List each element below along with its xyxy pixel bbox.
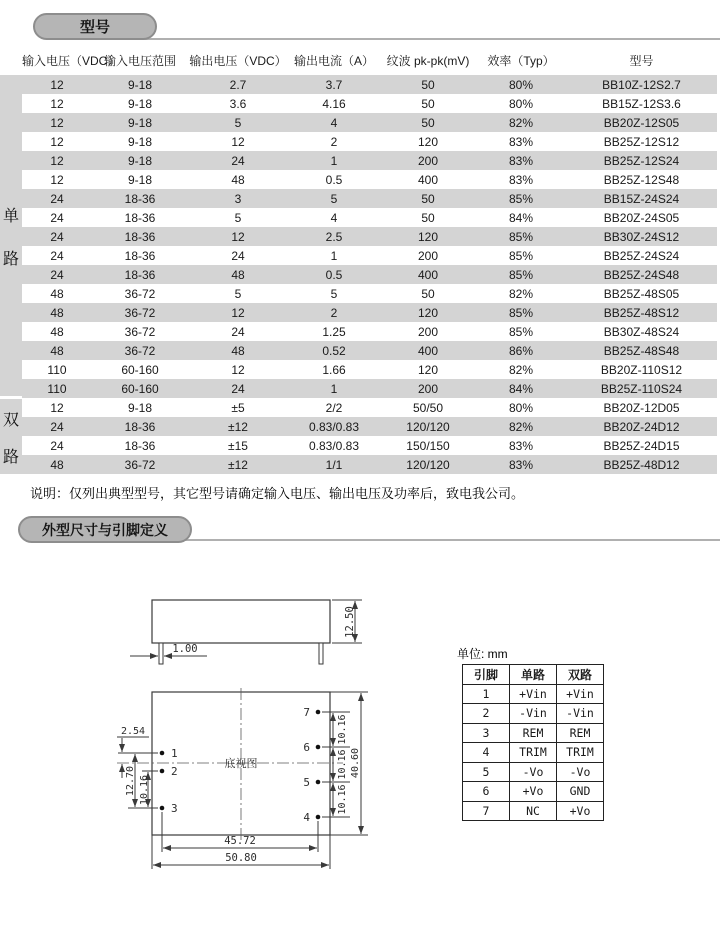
- group-label-dual-channel: [0, 399, 22, 474]
- model-cell: 50: [421, 115, 435, 130]
- model-row-BB20Z-12S05: [22, 113, 717, 132]
- model-cell: BB15Z-12S3.6: [602, 96, 681, 111]
- model-row-BB20Z-110S12: [22, 360, 717, 379]
- model-row-BB25Z-48S48: [22, 341, 717, 360]
- model-row-BB25Z-48D12: [22, 455, 717, 474]
- model-cell: BB25Z-48D12: [603, 457, 680, 472]
- model-cell: 110: [47, 381, 67, 396]
- model-cell: BB25Z-48S12: [603, 305, 680, 320]
- model-cell: 50: [421, 96, 435, 111]
- model-cell: BB20Z-12D05: [603, 400, 680, 415]
- model-cell: 84%: [508, 381, 534, 396]
- model-cell: 24: [231, 381, 245, 396]
- model-cell: 120/120: [406, 457, 450, 472]
- pin-table-cell: -Vo: [510, 762, 557, 782]
- model-cell: ±12: [228, 457, 248, 472]
- model-row-BB25Z-110S24: [22, 379, 717, 398]
- model-cell: 24: [50, 210, 64, 225]
- models-column-header: 输入电压（VDC）: [22, 53, 120, 68]
- model-cell: 1: [330, 381, 338, 396]
- pin-table-row: [463, 801, 604, 821]
- dim-pin-offset: 2.54: [120, 726, 146, 737]
- dim-pin-row-width: 45.72: [224, 835, 256, 847]
- model-cell: 12: [50, 172, 64, 187]
- model-cell: 18-36: [124, 438, 156, 453]
- models-column-header: 输出电压（VDC）: [189, 53, 287, 68]
- model-cell: BB25Z-12S24: [603, 153, 680, 168]
- model-cell: ±15: [228, 438, 248, 453]
- model-cell: 24: [50, 191, 64, 206]
- dim-pin-pitch: 10.16: [337, 714, 348, 745]
- model-cell: 400: [417, 343, 439, 358]
- model-cell: BB20Z-24D12: [603, 419, 680, 434]
- models-column-header: 输出电流（A）: [293, 53, 374, 68]
- model-cell: 50/50: [412, 400, 444, 415]
- section-badge-models: 型号: [33, 13, 157, 40]
- pin-table-cell: +Vin: [557, 684, 604, 704]
- svg-text:3: 3: [171, 802, 178, 815]
- pin-table-cell: REM: [510, 723, 557, 743]
- model-cell: 48: [50, 457, 64, 472]
- model-cell: 36-72: [124, 305, 156, 320]
- model-cell: 200: [417, 248, 439, 263]
- model-cell: 85%: [508, 305, 534, 320]
- model-cell: 0.52: [322, 343, 346, 358]
- model-cell: 48: [50, 343, 64, 358]
- model-cell: 83%: [508, 153, 534, 168]
- model-cell: 9-18: [127, 172, 153, 187]
- model-cell: 200: [417, 324, 439, 339]
- model-row-BB25Z-12S12: [22, 132, 717, 151]
- pin-table-row: [463, 743, 604, 763]
- model-cell: 18-36: [124, 229, 156, 244]
- model-cell: BB25Z-24S48: [603, 267, 680, 282]
- model-cell: 85%: [508, 267, 534, 282]
- svg-text:4: 4: [303, 811, 310, 824]
- model-cell: 85%: [508, 248, 534, 263]
- pin-table-cell: TRIM: [510, 743, 557, 763]
- section-badge-outline: 外型尺寸与引脚定义: [18, 516, 192, 543]
- model-cell: 4: [330, 115, 338, 130]
- model-row-BB15Z-12S3.6: [22, 94, 717, 113]
- model-cell: 12: [231, 134, 245, 149]
- pin-table-cell: 6: [463, 782, 510, 802]
- model-cell: 24: [50, 267, 64, 282]
- model-cell: 18-36: [124, 210, 156, 225]
- model-cell: 80%: [508, 400, 534, 415]
- pin-table-cell: 2: [463, 704, 510, 724]
- models-column-header: 输入电压范围: [103, 53, 176, 68]
- model-row-BB15Z-24S24: [22, 189, 717, 208]
- model-cell: 4.16: [322, 96, 346, 111]
- pin-table-cell: 4: [463, 743, 510, 763]
- side-view-drawing: [110, 588, 370, 678]
- group-label-char: 单: [2, 207, 19, 225]
- pin-table-cell: NC: [510, 801, 557, 821]
- model-cell: 1.66: [322, 362, 346, 377]
- pin-table-column-header: 双路: [557, 665, 604, 685]
- dim-left-pin-span: 12.70: [125, 765, 136, 797]
- model-cell: 48: [50, 286, 64, 301]
- model-cell: 12: [50, 400, 64, 415]
- model-row-BB25Z-24D15: [22, 436, 717, 455]
- model-row-BB20Z-24S05: [22, 208, 717, 227]
- model-cell: BB25Z-24S24: [603, 248, 680, 263]
- model-cell: 5: [330, 191, 338, 206]
- model-cell: 36-72: [124, 324, 156, 339]
- model-cell: 60-160: [121, 362, 159, 377]
- pin-table-cell: 1: [463, 684, 510, 704]
- pin-table-cell: 7: [463, 801, 510, 821]
- model-cell: 84%: [508, 210, 534, 225]
- pin-table-cell: TRIM: [557, 743, 604, 763]
- model-row-BB30Z-48S24: [22, 322, 717, 341]
- model-row-BB25Z-48S05: [22, 284, 717, 303]
- pin-table-column-header: 引脚: [463, 665, 510, 685]
- pin-table-cell: +Vin: [510, 684, 557, 704]
- models-column-header: 型号: [629, 53, 654, 68]
- model-cell: 36-72: [124, 343, 156, 358]
- model-cell: 82%: [508, 115, 534, 130]
- model-cell: ±5: [231, 400, 245, 415]
- model-cell: 9-18: [127, 77, 153, 92]
- model-cell: BB25Z-12S48: [603, 172, 680, 187]
- group-label-char: 双: [2, 411, 19, 429]
- pin-table-column-header: 单路: [510, 665, 557, 685]
- model-cell: 3.6: [229, 96, 247, 111]
- model-cell: 12: [50, 77, 64, 92]
- model-row-BB10Z-12S2.7: [22, 75, 717, 94]
- model-cell: 24: [50, 438, 64, 453]
- pin-table-row: [463, 782, 604, 802]
- model-cell: 82%: [508, 286, 534, 301]
- pin-left: [159, 643, 163, 664]
- model-cell: BB25Z-110S24: [600, 381, 683, 396]
- model-cell: 36-72: [124, 286, 156, 301]
- model-cell: 9-18: [127, 96, 153, 111]
- dim-body-width: 50.80: [225, 852, 257, 864]
- model-cell: 80%: [508, 77, 534, 92]
- pin-table-cell: 3: [463, 723, 510, 743]
- model-cell: 9-18: [127, 134, 153, 149]
- model-cell: 82%: [508, 362, 534, 377]
- model-cell: 4: [330, 210, 338, 225]
- model-cell: 83%: [508, 457, 534, 472]
- model-cell: 83%: [508, 134, 534, 149]
- model-cell: 120/120: [406, 419, 450, 434]
- model-cell: 24: [50, 419, 64, 434]
- model-cell: 400: [417, 172, 439, 187]
- model-cell: ±12: [228, 419, 248, 434]
- model-row-BB25Z-48S12: [22, 303, 717, 322]
- dim-pin-pitch: 10.16: [337, 784, 348, 815]
- model-cell: 82%: [508, 419, 534, 434]
- model-cell: 85%: [508, 324, 534, 339]
- model-cell: 18-36: [124, 267, 156, 282]
- pin-table-cell: -Vin: [510, 704, 557, 724]
- model-row-BB30Z-24S12: [22, 227, 717, 246]
- model-cell: 2.5: [325, 229, 343, 244]
- model-cell: 50: [421, 210, 435, 225]
- dim-pin-pitch: 10.16: [337, 749, 348, 780]
- models-column-header: 效率（Typ）: [487, 53, 555, 68]
- svg-text:6: 6: [303, 741, 310, 754]
- model-cell: 24: [231, 324, 245, 339]
- pin-table-row: [463, 704, 604, 724]
- pin-table-cell: -Vo: [557, 762, 604, 782]
- model-cell: 85%: [508, 191, 534, 206]
- group-label-char: 路: [2, 250, 19, 268]
- model-cell: 18-36: [124, 248, 156, 263]
- model-cell: 18-36: [124, 419, 156, 434]
- model-cell: 9-18: [127, 115, 153, 130]
- model-cell: 3: [234, 191, 242, 206]
- model-cell: 110: [47, 362, 67, 377]
- model-cell: 48: [50, 305, 64, 320]
- model-cell: 24: [50, 248, 64, 263]
- pin-right: [319, 643, 323, 664]
- model-cell: 24: [231, 153, 245, 168]
- model-cell: 120: [417, 305, 439, 320]
- bottom-view-drawing: [100, 685, 390, 880]
- model-cell: 150/150: [406, 438, 450, 453]
- pin-table-cell: +Vo: [510, 782, 557, 802]
- model-cell: 12: [231, 305, 245, 320]
- model-cell: 2: [330, 134, 338, 149]
- model-cell: BB20Z-12S05: [603, 115, 680, 130]
- model-cell: 48: [231, 172, 245, 187]
- svg-text:7: 7: [303, 706, 310, 719]
- model-cell: 48: [50, 324, 64, 339]
- model-cell: 0.83/0.83: [308, 438, 360, 453]
- model-cell: 1/1: [325, 457, 343, 472]
- model-cell: 5: [234, 210, 242, 225]
- model-cell: 1: [330, 248, 338, 263]
- model-cell: 85%: [508, 229, 534, 244]
- model-cell: BB10Z-12S2.7: [602, 77, 681, 92]
- model-row-BB25Z-12S24: [22, 151, 717, 170]
- module-body-outline: [152, 600, 330, 643]
- model-cell: BB25Z-12S12: [603, 134, 680, 149]
- model-cell: 12: [50, 96, 64, 111]
- model-cell: 83%: [508, 172, 534, 187]
- model-cell: 200: [417, 381, 439, 396]
- model-cell: BB25Z-48S05: [603, 286, 680, 301]
- model-cell: 12: [231, 362, 245, 377]
- model-cell: 12: [50, 134, 64, 149]
- pin-table-header-row: [463, 665, 604, 685]
- model-row-BB25Z-12S48: [22, 170, 717, 189]
- model-row-BB20Z-24D12: [22, 417, 717, 436]
- model-cell: 9-18: [127, 400, 153, 415]
- model-cell: 48: [231, 343, 245, 358]
- model-cell: 5: [330, 286, 338, 301]
- model-cell: 83%: [508, 438, 534, 453]
- model-cell: 50: [421, 191, 435, 206]
- model-cell: 5: [234, 286, 242, 301]
- model-cell: BB15Z-24S24: [603, 191, 680, 206]
- height-dimension-label: 12.50: [344, 606, 356, 638]
- model-cell: 86%: [508, 343, 534, 358]
- model-cell: 50: [421, 77, 435, 92]
- model-row-BB25Z-24S24: [22, 246, 717, 265]
- model-cell: 120: [417, 134, 439, 149]
- model-cell: 0.5: [325, 267, 343, 282]
- model-cell: 0.5: [325, 172, 343, 187]
- pin-table-row: [463, 723, 604, 743]
- model-cell: BB20Z-24S05: [603, 210, 680, 225]
- model-cell: 9-18: [127, 153, 153, 168]
- model-row-BB20Z-12D05: [22, 398, 717, 417]
- model-cell: 12: [50, 115, 64, 130]
- model-cell: 1: [330, 153, 338, 168]
- model-cell: BB20Z-110S12: [600, 362, 683, 377]
- dim-body-height: 40.60: [350, 747, 361, 779]
- section-divider-rule: [60, 38, 720, 40]
- model-cell: 2: [330, 305, 338, 320]
- model-cell: 120: [417, 229, 439, 244]
- model-cell: 200: [417, 153, 439, 168]
- model-cell: BB25Z-24D15: [603, 438, 680, 453]
- model-cell: 3.7: [325, 77, 343, 92]
- pin-definition-table: [462, 664, 604, 821]
- svg-text:5: 5: [303, 776, 310, 789]
- models-table: [22, 45, 717, 474]
- model-cell: 60-160: [121, 381, 159, 396]
- pin-table-cell: -Vin: [557, 704, 604, 724]
- model-cell: 24: [231, 248, 245, 263]
- model-cell: 50: [421, 286, 435, 301]
- pin-table-cell: REM: [557, 723, 604, 743]
- pin-table-cell: +Vo: [557, 801, 604, 821]
- model-cell: 12: [231, 229, 245, 244]
- model-cell: 0.83/0.83: [308, 419, 360, 434]
- models-note: 说明：仅列出典型型号，其它型号请确定输入电压、输出电压及功率后，致电我公司。: [30, 486, 525, 501]
- pin-table-row: [463, 684, 604, 704]
- bottom-view-watermark: 底视图: [224, 757, 258, 770]
- pin-width-dimension-label: 1.00: [172, 643, 198, 655]
- model-cell: 48: [231, 267, 245, 282]
- group-label-single-channel: [0, 75, 22, 396]
- model-cell: 2.7: [229, 77, 247, 92]
- model-cell: 80%: [508, 96, 534, 111]
- model-cell: 5: [234, 115, 242, 130]
- dim-pin-pitch: 10.16: [139, 774, 150, 806]
- model-cell: 1.25: [322, 324, 346, 339]
- model-cell: 120: [417, 362, 439, 377]
- models-table-header-row: [22, 45, 717, 75]
- model-cell: 12: [50, 153, 64, 168]
- model-row-BB25Z-24S48: [22, 265, 717, 284]
- pin-table-row: [463, 762, 604, 782]
- model-cell: 400: [417, 267, 439, 282]
- model-cell: BB30Z-24S12: [603, 229, 680, 244]
- svg-text:2: 2: [171, 765, 178, 778]
- pin-table-cell: GND: [557, 782, 604, 802]
- model-cell: 2/2: [325, 400, 343, 415]
- model-cell: 18-36: [124, 191, 156, 206]
- svg-text:1: 1: [171, 747, 178, 760]
- models-column-header: 纹波 pk-pk(mV): [386, 53, 470, 68]
- model-cell: BB30Z-48S24: [603, 324, 680, 339]
- unit-label: 单位: mm: [457, 647, 508, 661]
- pin-table-cell: 5: [463, 762, 510, 782]
- group-label-char: 路: [2, 448, 19, 466]
- model-cell: 36-72: [124, 457, 156, 472]
- model-cell: BB25Z-48S48: [603, 343, 680, 358]
- model-cell: 24: [50, 229, 64, 244]
